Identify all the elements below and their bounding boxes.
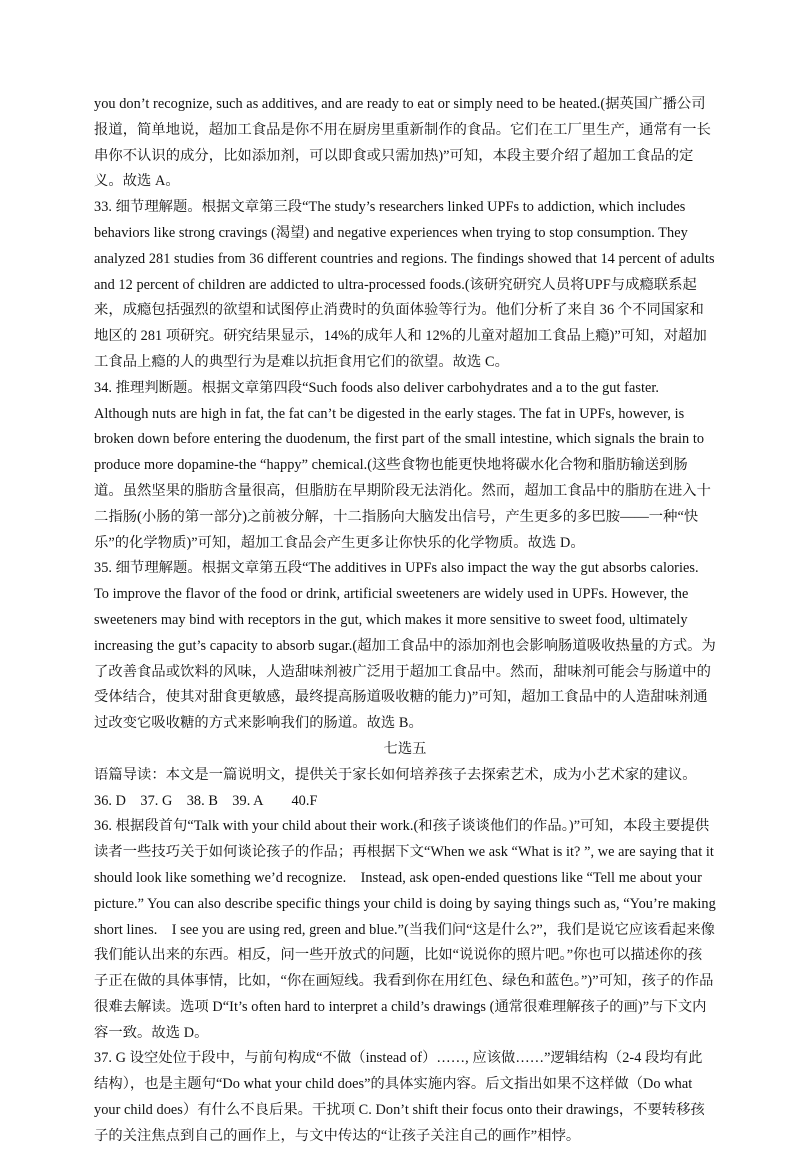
paragraph-q34-explanation: 34. 推理判断题。根据文章第四段“Such foods also deliver carbohydrates and a to the gut faster. Although nuts are high in fat, the fat can’t be digested in the early stages. The fat in UPFs, however, is broken down before entering the duodenum, the first part of the small intestine, which signals the brain to produce more dopamine-the “happy” chemical.(这些食物也能更快地将碳水化合物和脂肪输送到肠道。虽然坚果的脂肪含量很高，但脂肪在早期阶段无法消化。然而，超加工食品中的脂肪在进入十二指肠(小肠的第一部分)之前被分解，十二指肠向大脑发出信号，产生更多的多巴胺——一种“快乐”的化学物质)”可知，超加工食品会产生更多让你快乐的化学物质。故选 D。 [94,379,711,551]
paragraph-q32-continuation: you don’t recognize, such as additives, and are ready to eat or simply need to be heated.(据英国广播公司报道，简单地说，超加工食品是你不用在厨房里重新制作的食品。它们在工厂里生产，通常有一长串你不认识的成分，比如添加剂，可以即食或只需加热)”可知，本段主要介绍了超加工食品的定义。故选 A。 [94,96,711,190]
passage-intro: 语篇导读：本文是一篇说明文，提供关于家长如何培养孩子去探索艺术，成为小艺术家的建议。 [94,766,697,783]
paragraph-q37-explanation: 37. G 设空处位于段中，与前句构成“不做（instead of）……, 应该做……”逻辑结构（2-4 段均有此结构），也是主题句“Do what your child does”的具体实施内容。后文指出如果不这样做（Do what your child does）有什么不良后果。干扰项 C. Don’t shift their focus onto their drawings，不要转移孩子的关注焦点到自己的画作上，与文中传达的“让孩子关注自己的画作”相悖。 [94,1050,705,1144]
paragraph-q33-explanation: 33. 细节理解题。根据文章第三段“The study’s researchers linked UPFs to addiction, which includes behaviors like strong cravings (渴望) and negative experiences when trying to stop consumption. They analyzed 281 studies from 36 different countries and regions. The findings showed that 14 percent of adults and 12 percent of children are addicted to ultra-processed foods.(该研究研究人员将UPF与成瘾联系起来，成瘾包括强烈的欲望和试图停止消费时的负面体验等行为。他们分析了来自 36 个不同国家和地区的 281 项研究。研究结果显示，14%的成年人和 12%的儿童对超加工食品上瘾)”可知，对超加工食品上瘾的人的典型行为是难以抗拒食用它们的欲望。故选 C。 [94,199,715,370]
document-page [94,92,716,1150]
paragraph-q35-explanation: 35. 细节理解题。根据文章第五段“The additives in UPFs also impact the way the gut absorbs calories. To improve the flavor of the food or drink, artificial sweeteners are widely used in UPFs. However, the sweeteners may bind with receptors in the gut, which makes it more sensitive to sweet food, ultimately increasing the gut’s capacity to absorb sugar.(超加工食品中的添加剂也会影响肠道吸收热量的方式。为了改善食品或饮料的风味，人造甜味剂被广泛用于超加工食品中。然而，甜味剂可能会与肠道中的受体结合，使其对甜食更敏感，最终提高肠道吸收糖的能力)”可知，超加工食品中的人造甜味剂通过改变它吸收糖的方式来影响我们的肠道。故选 B。 [94,560,716,732]
section-heading: 七选五 [383,740,427,757]
paragraph-q36-explanation: 36. 根据段首句“Talk with your child about their work.(和孩子谈谈他们的作品。)”可知，本段主要提供读者一些技巧关于如何谈论孩子的作品；再根据下文“When we ask “What is it? ”, we are saying that it should look like something we’d recognize. Instead, ask open-ended questions like “Tell me about your picture.” You can also describe specific things your child is doing by saying things such as, “You’re making short lines. I see you are using red, green and blue.”(当我们问“这是什么?”，我们是说它应该看起来像我们能认出来的东西。相反，问一些开放式的问题，比如“说说你的照片吧。”你也可以描述你的孩子正在做的具体事情，比如，“你在画短线。我看到你在用红色、绿色和蓝色。”)”可知，孩子的作品很难去解读。选项 D“It’s often hard to interpret a child’s drawings (通常很难理解孩子的画)”与下文内容一致。故选 D。 [94,818,716,1041]
answer-key: 36. D 37. G 38. B 39. A 40.F [94,792,318,809]
